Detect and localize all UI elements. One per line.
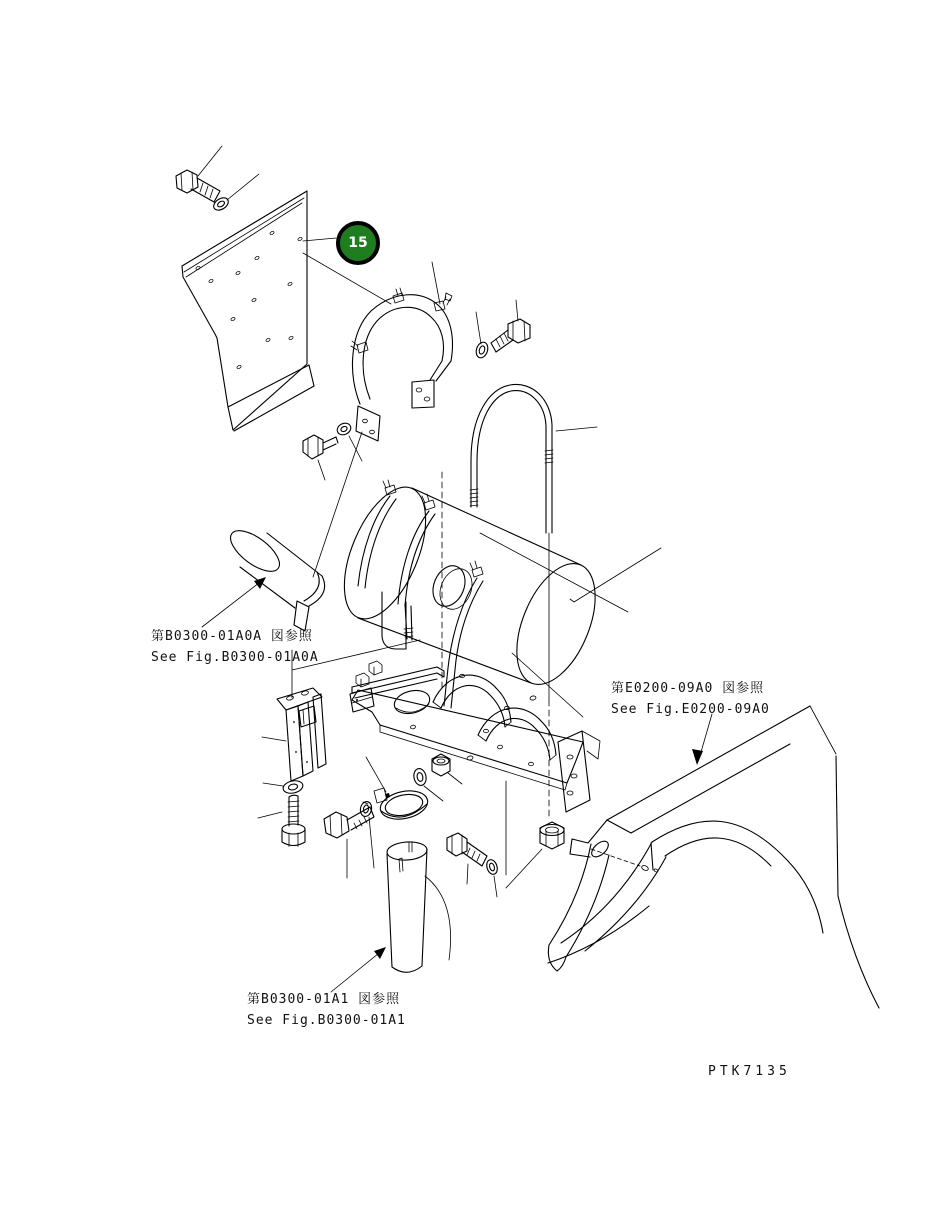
- hex-nut-large: [506, 822, 564, 888]
- part-number: 15: [348, 235, 368, 251]
- lock-washer: [359, 801, 374, 868]
- plain-washer-hanger: [263, 779, 304, 795]
- exhaust-elbow-pipe: [202, 432, 362, 631]
- hex-bolt-clamp: [491, 300, 530, 352]
- hex-bolt-vertical: [258, 795, 305, 846]
- reference-left-jp: 第B0300-01A0A 図参照: [151, 629, 313, 644]
- reference-left-en: See Fig.B0300-01A0A: [151, 650, 319, 665]
- reference-bottom-jp: 第B0300-01A1 図参照: [247, 992, 401, 1007]
- plain-washer-center: [485, 781, 506, 897]
- tail-pipe: [331, 841, 451, 992]
- reference-right: [611, 678, 770, 720]
- heat-shield-plate: [182, 191, 314, 431]
- spring-washer-clamp: [474, 312, 489, 359]
- reference-bottom: [247, 989, 406, 1031]
- hex-bolt-top: [176, 146, 222, 202]
- part-number-badge[interactable]: [336, 221, 380, 265]
- reference-right-jp: 第E0200-09A0 図参照: [611, 681, 765, 696]
- mounting-bracket: [350, 472, 600, 812]
- plain-washer-small: [335, 421, 362, 461]
- muffler-clamp-band: [351, 262, 452, 441]
- reference-right-en: See Fig.E0200-09A0: [611, 702, 770, 717]
- exhaust-clamp-ring: [366, 757, 430, 823]
- drawing-code: PTK7135: [708, 1064, 791, 1079]
- reference-left: [151, 626, 319, 668]
- muffler: [328, 476, 661, 708]
- outlet-pipe: [548, 838, 611, 971]
- hex-bolt-center: [447, 833, 487, 884]
- hex-nut-small: [432, 754, 462, 784]
- hex-bolt-angled: [324, 807, 374, 878]
- hex-bolt-small: [303, 435, 338, 480]
- reference-bottom-en: See Fig.B0300-01A1: [247, 1013, 406, 1028]
